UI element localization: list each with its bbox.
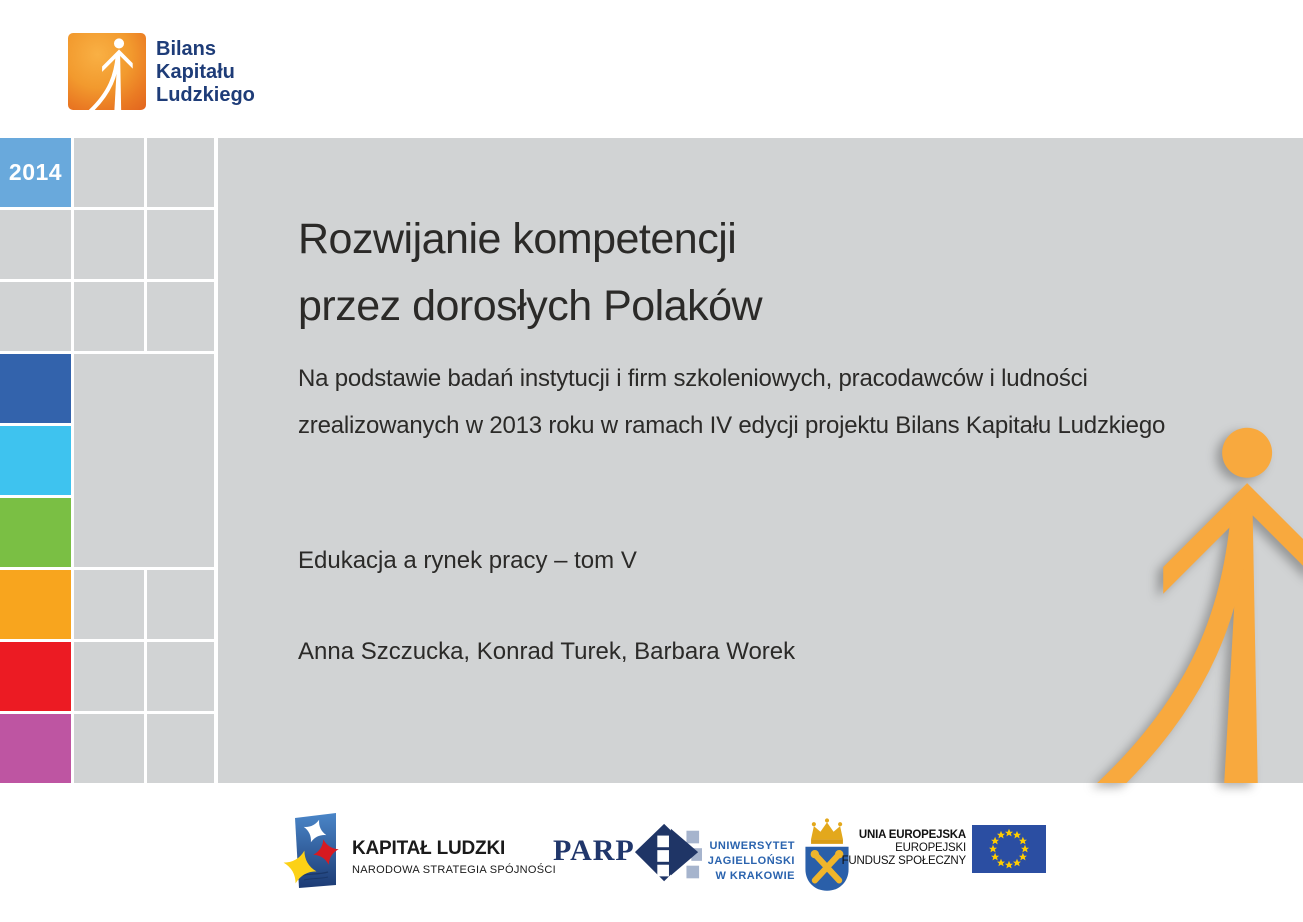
subtitle-line-1: Na podstawie badań instytucji i firm szkoleniowych, pracodawców i ludności xyxy=(298,365,1088,392)
page-title xyxy=(298,206,762,340)
grid-cell-blue xyxy=(0,354,71,423)
grid-cell xyxy=(147,570,214,639)
grid-cell-orange xyxy=(0,570,71,639)
grid-cell xyxy=(147,714,214,783)
grid-cell-cyan xyxy=(0,426,71,495)
brand-wordmark xyxy=(156,38,255,107)
eu-line: UNIA EUROPEJSKA xyxy=(858,829,966,841)
grid-cell xyxy=(147,282,214,351)
brand-line: Ludzkiego xyxy=(156,84,255,106)
grid-cell xyxy=(74,714,144,783)
grid-cell xyxy=(74,570,144,639)
bkl-person-figure-large-icon xyxy=(1065,426,1303,783)
grid-cell xyxy=(0,282,71,351)
uj-line: JAGIELLOŃSKI xyxy=(707,855,795,867)
kapital-ludzki-wordmark xyxy=(352,838,556,876)
uj-wordmark xyxy=(695,839,795,884)
grid-cell xyxy=(74,138,144,207)
parp-wordmark: PARP xyxy=(553,834,635,867)
bkl-person-icon xyxy=(82,38,133,110)
uj-line: W KRAKOWIE xyxy=(715,870,795,882)
title-line-2: przez dorosłych Polaków xyxy=(298,282,763,330)
authors-line: Anna Szczucka, Konrad Turek, Barbara Worek xyxy=(298,638,796,665)
grid-cell xyxy=(74,642,144,711)
grid-cell-red xyxy=(0,642,71,711)
parp-diamond-icon xyxy=(634,822,702,888)
subtitle-line-2: zrealizowanych w 2013 roku w ramach IV edycji projektu Bilans Kapitału Ludzkiego xyxy=(298,412,1166,439)
grid-cell-magenta xyxy=(0,714,71,783)
brand-line: Bilans xyxy=(156,38,217,60)
eu-wordmark xyxy=(836,829,966,867)
kapital-ludzki-subtitle: NARODOWA STRATEGIA SPÓJNOŚCI xyxy=(352,864,556,876)
series-label: Edukacja a rynek pracy – tom V xyxy=(298,547,637,574)
eu-line: FUNDUSZ SPOŁECZNY xyxy=(841,855,966,867)
grid-cell xyxy=(147,210,214,279)
bkl-logo xyxy=(68,33,146,110)
page-subtitle xyxy=(298,355,1165,449)
grid-cell xyxy=(147,642,214,711)
eu-line: EUROPEJSKI xyxy=(895,842,966,854)
brand-line: Kapitału xyxy=(156,61,235,83)
grid-cell-green xyxy=(0,498,71,567)
eu-flag-icon xyxy=(972,825,1046,873)
uj-line: UNIWERSYTET xyxy=(709,840,795,852)
year-mosaic-grid xyxy=(0,138,214,783)
kapital-ludzki-flag-icon xyxy=(282,810,346,892)
grid-cell xyxy=(0,210,71,279)
grid-cell xyxy=(147,138,214,207)
grid-cell xyxy=(74,282,144,351)
grid-cell xyxy=(74,210,144,279)
title-line-1: Rozwijanie kompetencji xyxy=(298,215,737,263)
kapital-ludzki-title: KAPITAŁ LUDZKI xyxy=(352,838,506,859)
year-badge: 2014 xyxy=(0,138,71,207)
grid-cell-merged xyxy=(74,354,214,567)
